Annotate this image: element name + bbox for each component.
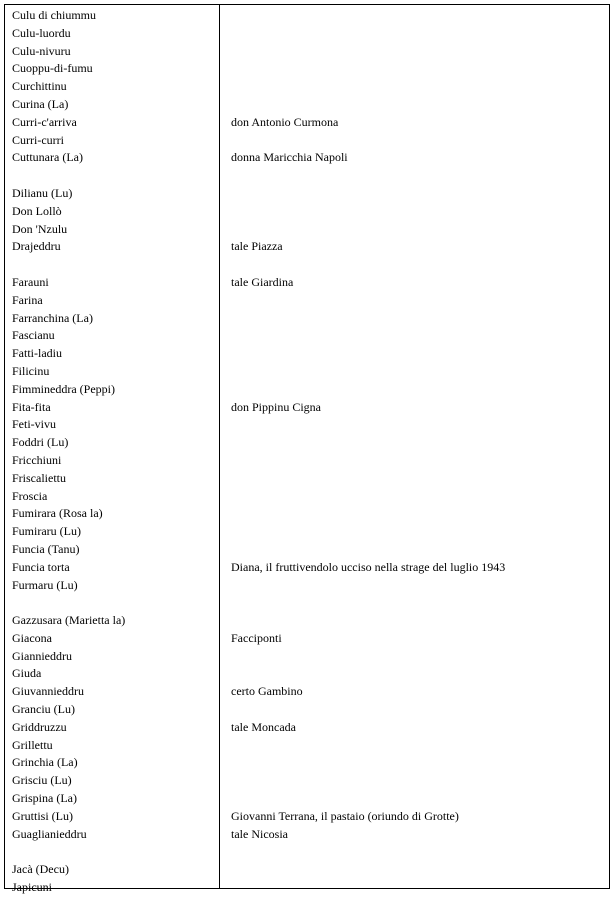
nickname-cell: Curri-curri (12, 132, 64, 147)
table-body (5, 7, 609, 897)
nickname-cell: Grispina (La) (12, 791, 77, 806)
person-cell: Giovanni Terrana, il pastaio (oriundo di Grotte) (231, 808, 459, 823)
table-row (5, 149, 609, 167)
nickname-cell: Gazzusara (Marietta la) (12, 613, 126, 628)
table-row (5, 327, 609, 345)
table-row (5, 132, 609, 150)
table-row (5, 612, 609, 630)
nickname-cell: Fricchiuni (12, 452, 62, 467)
table-row (5, 683, 609, 701)
table-row (5, 505, 609, 523)
nickname-cell: Fumiraru (Lu) (12, 524, 81, 539)
table-row (5, 808, 609, 826)
table-row (5, 879, 609, 897)
nickname-cell: Giannieddru (12, 648, 72, 663)
table-row (5, 381, 609, 399)
table-row (5, 399, 609, 417)
nickname-cell: Griddruzzu (12, 719, 67, 734)
table-row (5, 221, 609, 239)
nickname-cell: Fita-fita (12, 399, 51, 414)
table-row (5, 310, 609, 328)
nickname-cell: Filicinu (12, 363, 50, 378)
nickname-cell: Cuttunara (La) (12, 150, 83, 165)
person-cell: certo Gambino (231, 684, 303, 699)
nickname-cell: Culu-luordu (12, 25, 71, 40)
nickname-cell: Farauni (12, 274, 49, 289)
table-row (5, 488, 609, 506)
nickname-cell: Culu-nivuru (12, 43, 71, 58)
table-row (5, 345, 609, 363)
table-row (5, 292, 609, 310)
person-cell: don Pippinu Cigna (231, 399, 322, 414)
table-row (5, 203, 609, 221)
table-row (5, 577, 609, 595)
person-cell: don Antonio Curmona (231, 114, 339, 129)
nickname-cell: Guaglianieddru (12, 826, 87, 841)
nickname-cell: Friscaliettu (12, 470, 66, 485)
table-row (5, 114, 609, 132)
nickname-cell: Furmaru (Lu) (12, 577, 78, 592)
table-row (5, 648, 609, 666)
nickname-table (4, 4, 610, 895)
person-cell: Facciponti (231, 630, 282, 645)
table-row (5, 719, 609, 737)
person-cell: tale Piazza (231, 239, 283, 254)
nickname-cell: Giacona (12, 630, 52, 645)
table-row (5, 843, 609, 861)
nickname-cell: Japicuni (12, 880, 52, 895)
table-row (5, 861, 609, 879)
table-row (5, 826, 609, 844)
person-cell: tale Moncada (231, 719, 296, 734)
nickname-cell: Froscia (12, 488, 48, 503)
table-row (5, 452, 609, 470)
table-row (5, 630, 609, 648)
nickname-cell: Farranchina (La) (12, 310, 93, 325)
table-row (5, 594, 609, 612)
nickname-cell: Dilianu (Lu) (12, 185, 73, 200)
table-row (5, 701, 609, 719)
nickname-cell: Fimmineddra (Peppi) (12, 381, 115, 396)
table-row (5, 256, 609, 274)
nickname-cell: Granciu (Lu) (12, 702, 75, 717)
person-cell: tale Nicosia (231, 826, 288, 841)
nickname-cell: Curri-c'arriva (12, 114, 77, 129)
nickname-cell: Farina (12, 292, 43, 307)
nickname-cell: Drajeddru (12, 239, 61, 254)
nickname-cell: Funcia (Tanu) (12, 541, 80, 556)
nickname-cell: Grinchia (La) (12, 755, 78, 770)
nickname-cell: Jacà (Decu) (12, 862, 69, 877)
table-row (5, 185, 609, 203)
nickname-cell: Fatti-ladiu (12, 346, 62, 361)
nickname-cell: Grillettu (12, 737, 53, 752)
nickname-cell: Gruttisi (Lu) (12, 808, 73, 823)
table-row (5, 238, 609, 256)
table-row (5, 523, 609, 541)
table-row (5, 754, 609, 772)
nickname-cell: Funcia torta (12, 559, 70, 574)
table-row (5, 96, 609, 114)
nickname-cell: Giuda (12, 666, 42, 681)
table-row (5, 737, 609, 755)
nickname-cell: Curchittinu (12, 79, 67, 94)
nickname-cell: Grisciu (Lu) (12, 773, 72, 788)
table-row (5, 434, 609, 452)
nickname-cell: Giuvannieddru (12, 684, 84, 699)
nickname-cell: Fumirara (Rosa la) (12, 506, 103, 521)
table-row (5, 274, 609, 292)
nickname-cell: Cuoppu-di-fumu (12, 61, 93, 76)
person-cell: donna Maricchia Napoli (231, 150, 348, 165)
table-row (5, 416, 609, 434)
table-row (5, 167, 609, 185)
nickname-cell: Fascianu (12, 328, 55, 343)
nickname-cell: Don Lollò (12, 203, 62, 218)
person-cell: tale Giardina (231, 274, 294, 289)
table-row (5, 25, 609, 43)
nickname-cell: Feti-vivu (12, 417, 56, 432)
table-row (5, 363, 609, 381)
nickname-cell: Foddri (Lu) (12, 435, 69, 450)
table-row (5, 665, 609, 683)
table-row (5, 78, 609, 96)
table-row (5, 541, 609, 559)
table-row (5, 43, 609, 61)
table-row (5, 470, 609, 488)
table-row (5, 7, 609, 25)
table-row (5, 559, 609, 577)
table-row (5, 60, 609, 78)
person-cell: Diana, il fruttivendolo ucciso nella strage del luglio 1943 (231, 559, 506, 574)
table-row (5, 790, 609, 808)
nickname-cell: Culu di chiummu (12, 8, 96, 22)
table-row (5, 772, 609, 790)
nickname-cell: Curina (La) (12, 96, 69, 111)
nickname-cell: Don 'Nzulu (12, 221, 68, 236)
